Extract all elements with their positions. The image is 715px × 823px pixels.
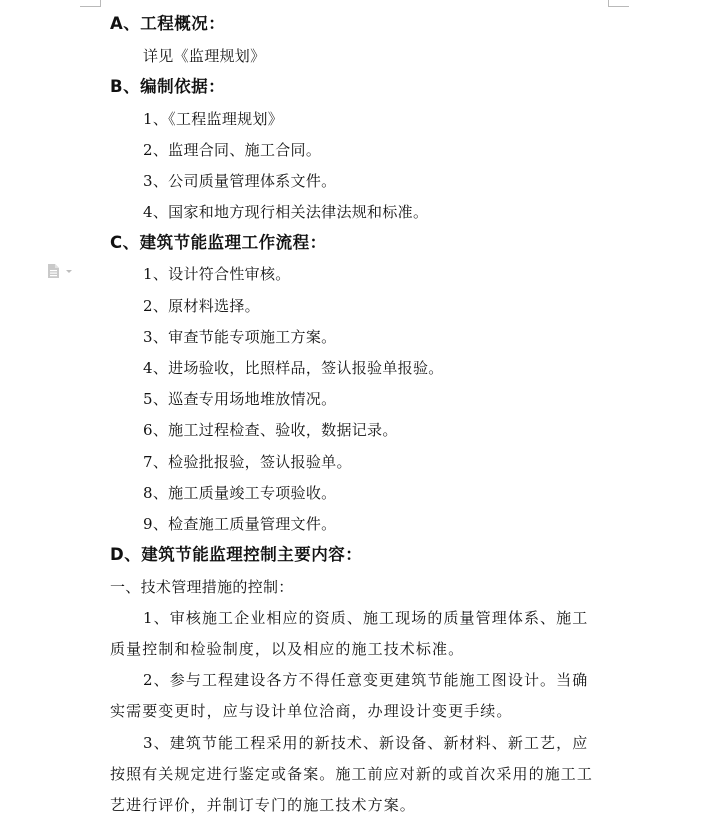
section-c-heading: C、建筑节能监理工作流程： — [110, 233, 327, 252]
chevron-down-icon — [66, 270, 72, 273]
paragraph-line: 质量控制和检验制度，以及相应的施工技术标准。 — [110, 640, 465, 658]
list-item: 8、施工质量竣工专项验收。 — [143, 484, 337, 502]
list-item: 5、巡查专用场地堆放情况。 — [143, 390, 337, 408]
list-item: 3、审查节能专项施工方案。 — [143, 328, 337, 346]
paragraph-line: 按照有关规定进行鉴定或备案。施工前应对新的或首次采用的施工工 — [110, 765, 594, 783]
paragraph-line: 3、建筑节能工程采用的新技术、新设备、新材料、新工艺，应 — [143, 734, 589, 752]
page-corner-mark-left — [80, 0, 101, 7]
list-item: 2、原材料选择。 — [143, 297, 260, 315]
list-item: 1、《工程监理规划》 — [143, 110, 284, 128]
paragraph-line: 艺进行评价，并制订专门的施工技术方案。 — [110, 796, 416, 814]
paragraph-line: 实需要变更时，应与设计单位洽商，办理设计变更手续。 — [110, 702, 513, 720]
list-item: 7、检验批报验，签认报验单。 — [143, 453, 352, 471]
list-item: 6、施工过程检查、验收，数据记录。 — [143, 421, 398, 439]
paragraph-line: 1、审核施工企业相应的资质、施工现场的质量管理体系、施工 — [143, 609, 589, 627]
list-item: 1、设计符合性审核。 — [143, 265, 291, 283]
list-item: 3、公司质量管理体系文件。 — [143, 172, 337, 190]
section-a-heading: A、工程概况： — [110, 14, 226, 33]
section-b-heading: B、编制依据： — [110, 77, 226, 96]
page-corner-mark-right — [608, 0, 629, 7]
list-item: 4、国家和地方现行相关法律法规和标准。 — [143, 203, 429, 221]
section-a-text: 详见《监理规划》 — [143, 47, 266, 65]
section-d-subheading: 一、技术管理措施的控制： — [110, 578, 294, 596]
section-d-heading: D、建筑节能监理控制主要内容： — [110, 545, 363, 564]
document-icon[interactable] — [46, 263, 74, 277]
paragraph-line: 2、参与工程建设各方不得任意变更建筑节能施工图设计。当确 — [143, 671, 589, 689]
list-item: 2、监理合同、施工合同。 — [143, 141, 322, 159]
list-item: 4、进场验收，比照样品，签认报验单报验。 — [143, 359, 444, 377]
list-item: 9、检查施工质量管理文件。 — [143, 515, 337, 533]
